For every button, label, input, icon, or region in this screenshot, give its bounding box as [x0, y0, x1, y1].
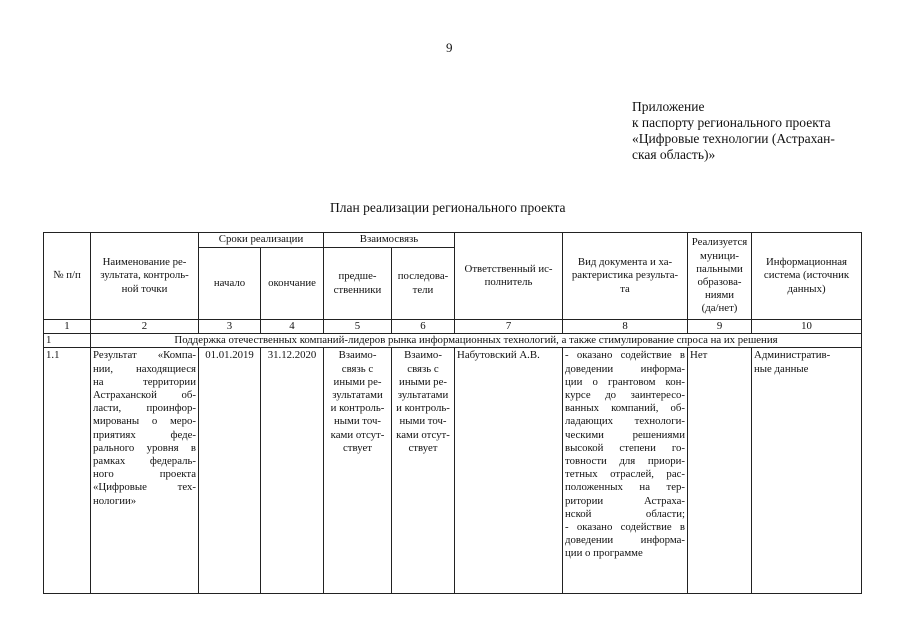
plan-table [43, 232, 862, 594]
text-line: ствует [408, 441, 438, 454]
plan-title: План реализации регионального проекта [330, 200, 566, 215]
start-date: 01.01.2019 [199, 348, 261, 594]
text-line: нской области; [565, 507, 686, 520]
text-line: иными ре- [399, 375, 447, 388]
text-line: ного проекта [93, 468, 196, 481]
text-line: ками отсут- [330, 428, 385, 441]
text-line: образова- [697, 276, 742, 288]
text-line: и контроль- [396, 402, 450, 415]
header-municipal [688, 233, 752, 320]
text-line: связь с [407, 362, 439, 375]
text-line: - оказано содействие в [565, 521, 686, 534]
text-line: система (источник [763, 269, 850, 282]
text-line: ными точ- [333, 415, 382, 428]
text-line: Реализуется [691, 236, 748, 249]
text-line: та [620, 282, 630, 295]
text-line: Административ- [754, 349, 831, 362]
column-number-row [44, 320, 862, 334]
section-number: 1 [44, 334, 91, 348]
municipal-cell: Нет [688, 348, 752, 594]
header-relationship: Взаимосвязь [324, 233, 455, 248]
text-line: Взаимо- [338, 349, 377, 362]
text-line: нии, находящиеся [93, 362, 196, 375]
text-line: ками отсут- [396, 428, 450, 441]
appendix-line: Приложение [632, 99, 705, 114]
predecessors-cell [324, 348, 392, 594]
header-document [563, 233, 688, 320]
text-line: положенных на тер- [565, 481, 686, 494]
text-line: рактеристика результа- [571, 269, 679, 282]
text-line: связь с [341, 362, 374, 375]
executor-cell: Набутовский А.В. [455, 348, 563, 594]
text-line: рамках федераль- [93, 455, 196, 468]
text-line: приятиях феде- [93, 428, 196, 441]
text-line: товности для приори- [565, 455, 686, 468]
text-line: и контроль- [330, 402, 385, 415]
text-line: данных) [787, 282, 826, 295]
header-start: начало [199, 248, 261, 320]
text-line: доведении информа- [565, 534, 686, 547]
appendix-note [632, 99, 835, 163]
text-line: тели [412, 283, 434, 296]
header-end: окончание [261, 248, 324, 320]
text-line: полнитель [484, 276, 533, 288]
text-line: ниями [704, 289, 735, 302]
text-line: нологии» [93, 494, 137, 507]
column-number: 3 [199, 320, 261, 334]
text-line: - оказано содействие в [565, 349, 686, 362]
document-cell [563, 348, 688, 594]
text-line: Взаимо- [404, 349, 442, 362]
text-line: Информационная [766, 256, 848, 269]
header-info-system [752, 233, 862, 320]
column-number: 6 [392, 320, 455, 334]
text-line: ции о программе [565, 547, 643, 560]
text-line: ной точки [121, 282, 168, 295]
text-line: Ответственный ис- [464, 262, 553, 275]
header-num: № п/п [44, 233, 91, 320]
text-line: Астраханской об- [93, 389, 196, 402]
table-header-row [44, 233, 862, 248]
column-number: 5 [324, 320, 392, 334]
text-line: мированы о меро- [93, 415, 196, 428]
appendix-line: «Цифровые технологии (Астрахан- [632, 131, 835, 146]
text-line: рального уровня в [93, 441, 196, 454]
text-line: предше- [338, 270, 377, 283]
header-successors [392, 248, 455, 320]
row-number: 1.1 [44, 348, 91, 594]
text-line: ственники [333, 283, 382, 296]
column-number: 8 [563, 320, 688, 334]
column-number: 7 [455, 320, 563, 334]
text-line: (да/нет) [701, 302, 738, 315]
text-line: доведении информа- [565, 362, 686, 375]
text-line: высокой степени го- [565, 441, 686, 454]
text-line: пальными [696, 262, 743, 275]
info-system-cell [752, 348, 862, 594]
text-line: Наименование ре- [102, 256, 187, 269]
text-line: ции о грантовом кон- [565, 375, 686, 388]
text-line: ритории Астраха- [565, 494, 686, 507]
text-line: Вид документа и ха- [577, 256, 673, 269]
header-deadlines: Сроки реализации [199, 233, 324, 248]
text-line: ласти, проинфор- [93, 402, 196, 415]
column-number: 1 [44, 320, 91, 334]
text-line: ванных компаний, об- [565, 402, 686, 415]
column-number: 10 [752, 320, 862, 334]
appendix-line: ская область)» [632, 147, 716, 162]
section-title: Поддержка отечественных компаний-лидеров рынка информационных технологий, а также стимулирование спроса на их решения [91, 334, 862, 348]
table-row [44, 348, 862, 594]
text-line: тетных отраслей, рас- [565, 468, 686, 481]
text-line: ладающих технологи- [565, 415, 686, 428]
text-line: зультатами [332, 389, 383, 402]
result-name [91, 348, 199, 594]
text-line: зультатами [397, 389, 449, 402]
column-number: 4 [261, 320, 324, 334]
text-line: Результат «Компа- [93, 349, 196, 362]
text-line: на территории [93, 375, 196, 388]
text-line: ческими решениями [565, 428, 686, 441]
text-line: зультата, контроль- [100, 269, 189, 282]
column-number: 9 [688, 320, 752, 334]
text-line: иными ре- [333, 375, 382, 388]
header-executor [455, 233, 563, 320]
appendix-line: к паспорту регионального проекта [632, 115, 831, 130]
text-line: последова- [397, 270, 449, 283]
page-number: 9 [446, 40, 453, 55]
successors-cell [392, 348, 455, 594]
text-line: ствует [342, 441, 372, 454]
text-line: ными точ- [399, 415, 447, 428]
end-date: 31.12.2020 [261, 348, 324, 594]
text-line: курсе до заинтересо- [565, 389, 686, 402]
header-name [91, 233, 199, 320]
column-number: 2 [91, 320, 199, 334]
section-row [44, 334, 862, 348]
text-line: ные данные [754, 362, 809, 375]
text-line: муници- [700, 249, 739, 262]
text-line: «Цифровые тех- [93, 481, 196, 494]
header-predecessors [324, 248, 392, 320]
